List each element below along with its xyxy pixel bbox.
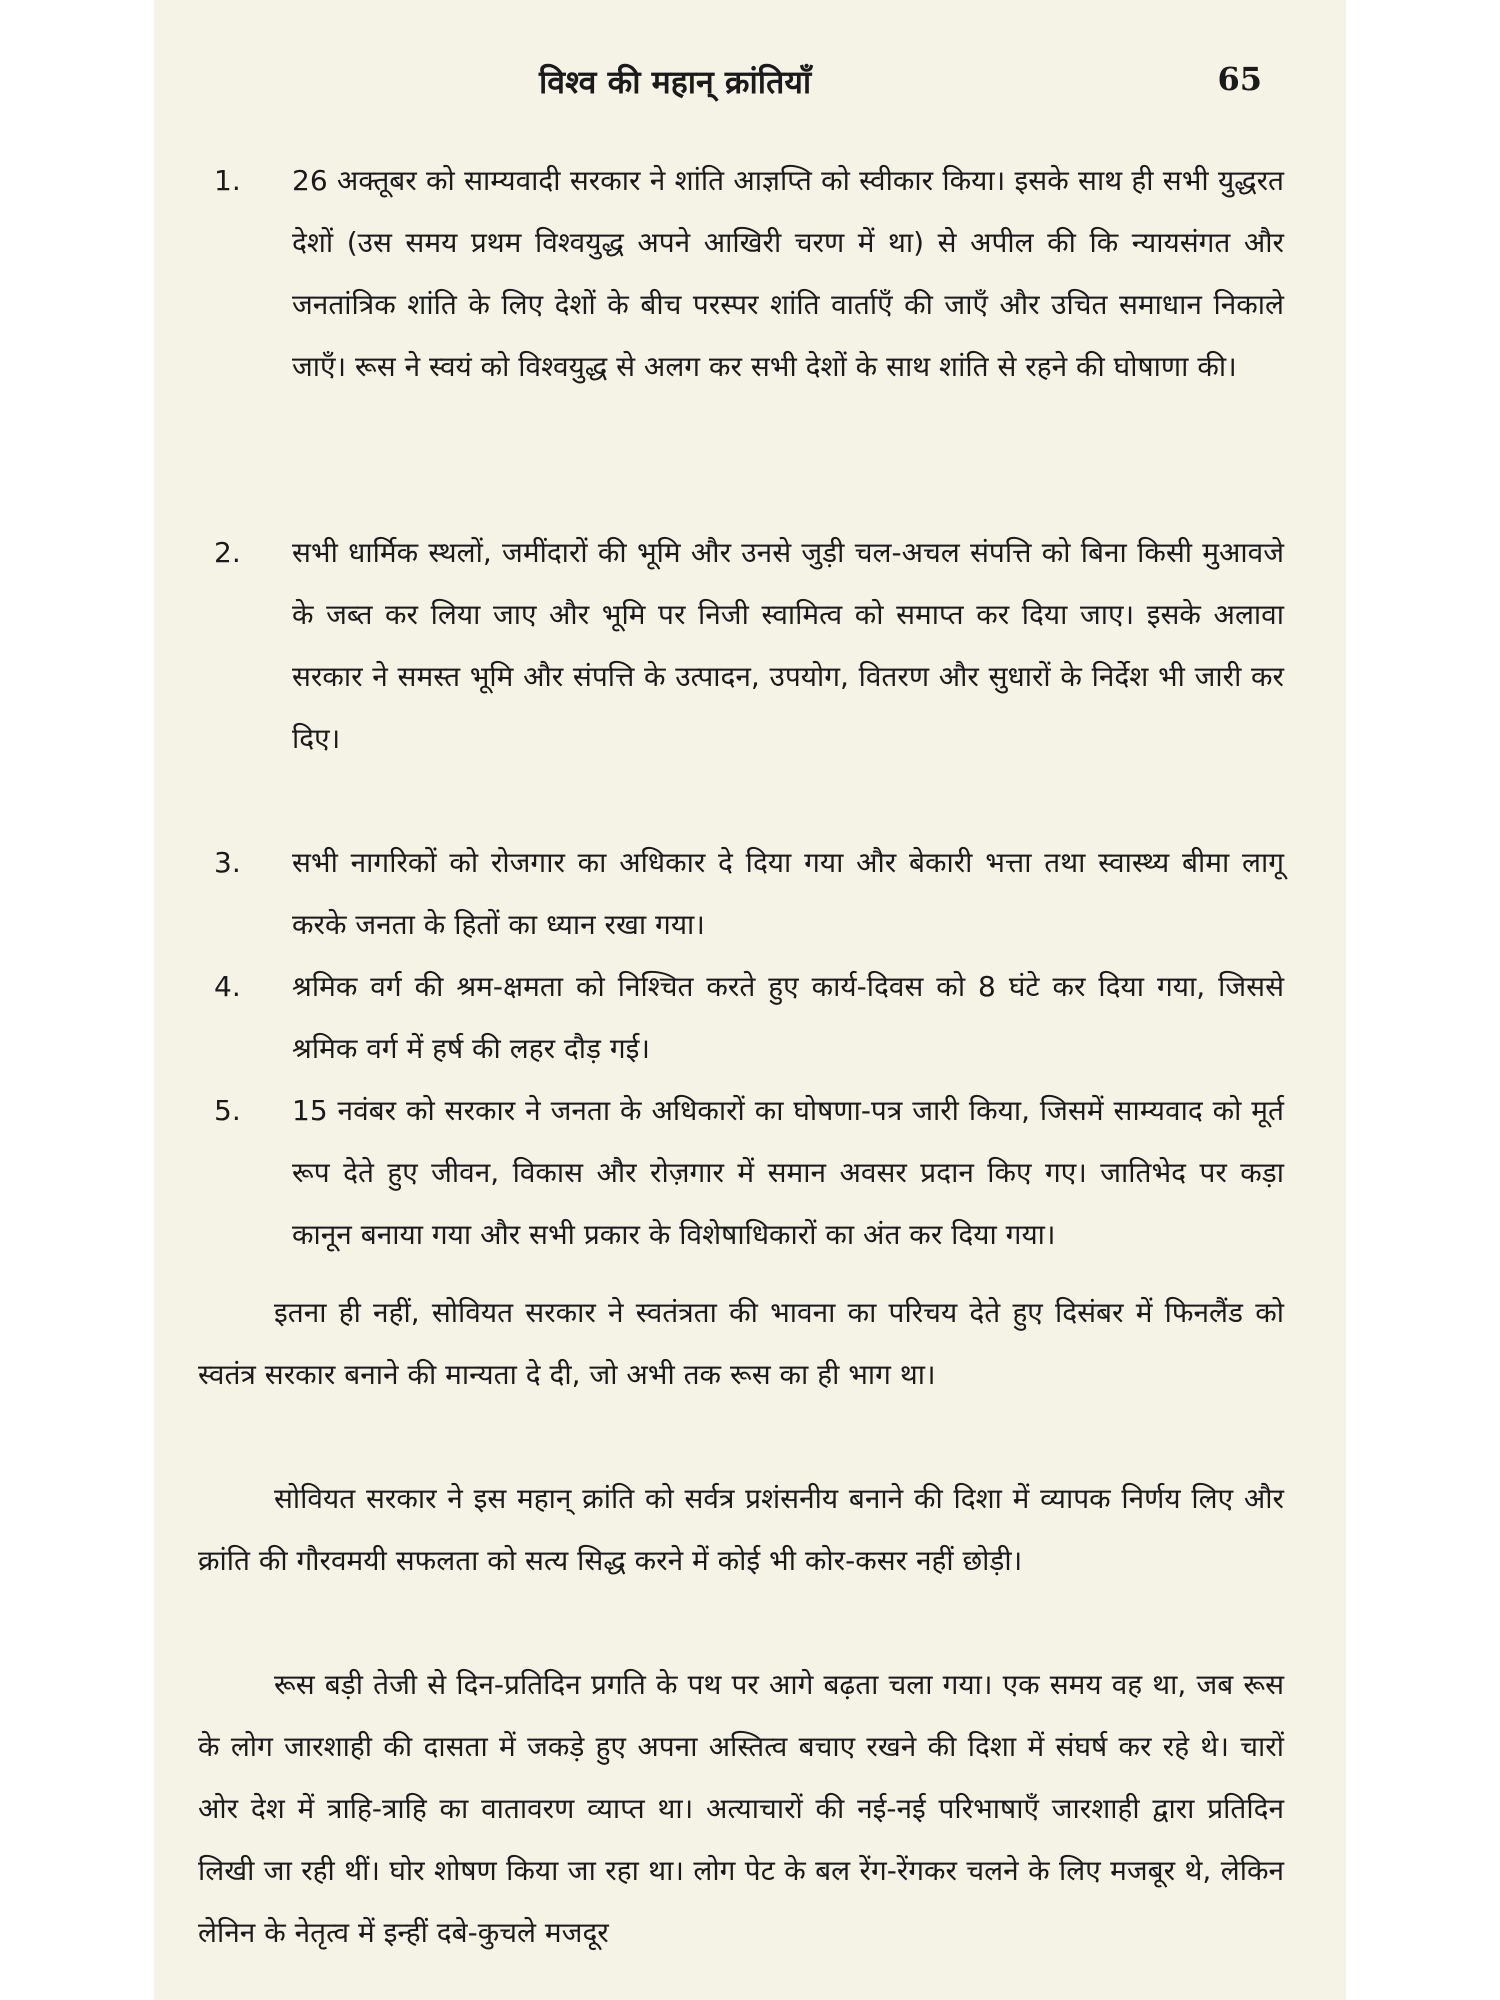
running-title: विश्व की महान् क्रांतियाँ	[539, 63, 812, 101]
list-item-text: 15 नवंबर को सरकार ने जनता के अधिकारों का घोषणा-पत्र जारी किया, जिसमें साम्यवाद को मूर्त रूप देते हुए जीवन, विकास और रोज़गार में समान अवसर प्रदान किए गए। जातिभेद पर कड़ा कानून बनाया गया और सभी प्रकार के विशेषाधिकारों का अंत कर दिया गया।	[292, 1094, 1284, 1251]
list-item-text: श्रमिक वर्ग की श्रम-क्षमता को निश्चित करते हुए कार्य-दिवस को 8 घंटे कर दिया गया, जिससे श्रमिक वर्ग में हर्ष की लहर दौड़ गई।	[292, 970, 1284, 1065]
list-item-number: 4.	[214, 970, 241, 1003]
list-item-number: 5.	[214, 1094, 241, 1127]
list-item-text: सभी नागरिकों को रोजगार का अधिकार दे दिया गया और बेकारी भत्ता तथा स्वास्थ्य बीमा लागू करके जनता के हितों का ध्यान रखा गया।	[292, 846, 1284, 941]
body-paragraph: इतना ही नहीं, सोवियत सरकार ने स्वतंत्रता की भावना का परिचय देते हुए दिसंबर में फिनलैंड को स्वतंत्र सरकार बनाने की मान्यता दे दी, जो अभी तक रूस का ही भाग था।	[198, 1296, 1284, 1391]
body-paragraph: रूस बड़ी तेजी से दिन-प्रतिदिन प्रगति के पथ पर आगे बढ़ता चला गया। एक समय वह था, जब रूस के लोग जारशाही की दासता में जकड़े हुए अपना अस्तित्व बचाए रखने की दिशा में संघर्ष कर रहे थे। चारों ओर देश में त्राहि-त्राहि का वातावरण व्याप्त था। अत्याचारों की नई-नई परिभाषाएँ जारशाही द्वारा प्रतिदिन लिखी जा रही थीं। घोर शोषण किया जा रहा था। लोग पेट के बल रेंग-रेंगकर चलने के लिए मजबूर थे, लेकिन लेनिन के नेतृत्व में इन्हीं दबे-कुचले मजदूर	[198, 1668, 1284, 1949]
list-item-number: 3.	[214, 846, 241, 879]
list-item-number: 1.	[214, 164, 241, 197]
body-paragraph: सोवियत सरकार ने इस महान् क्रांति को सर्वत्र प्रशंसनीय बनाने की दिशा में व्यापक निर्णय लिए और क्रांति की गौरवमयी सफलता को सत्य सिद्ध करने में कोई भी कोर-कसर नहीं छोड़ी।	[198, 1482, 1284, 1577]
page-number: 65	[1217, 60, 1262, 98]
list-item-text: 26 अक्तूबर को साम्यवादी सरकार ने शांति आज्ञप्ति को स्वीकार किया। इसके साथ ही सभी युद्धरत देशों (उस समय प्रथम विश्वयुद्ध अपने आखिरी चरण में था) से अपील की कि न्यायसंगत और जनतांत्रिक शांति के लिए देशों के बीच परस्पर शांति वार्ताएँ की जाएँ और उचित समाधान निकाले जाएँ। रूस ने स्वयं को विश्वयुद्ध से अलग कर सभी देशों के साथ शांति से रहने की घोषाणा की।	[292, 164, 1284, 383]
page-header	[154, 60, 1346, 110]
list-item-number: 2.	[214, 536, 241, 569]
list-item-text: सभी धार्मिक स्थलों, जमींदारों की भूमि और उनसे जुड़ी चल-अचल संपत्ति को बिना किसी मुआवजे के जब्त कर लिया जाए और भूमि पर निजी स्वामित्व को समाप्त कर दिया जाए। इसके अलावा सरकार ने समस्त भूमि और संपत्ति के उत्पादन, उपयोग, वितरण और सुधारों के निर्देश भी जारी कर दिए।	[292, 536, 1284, 755]
book-page	[154, 0, 1346, 2000]
